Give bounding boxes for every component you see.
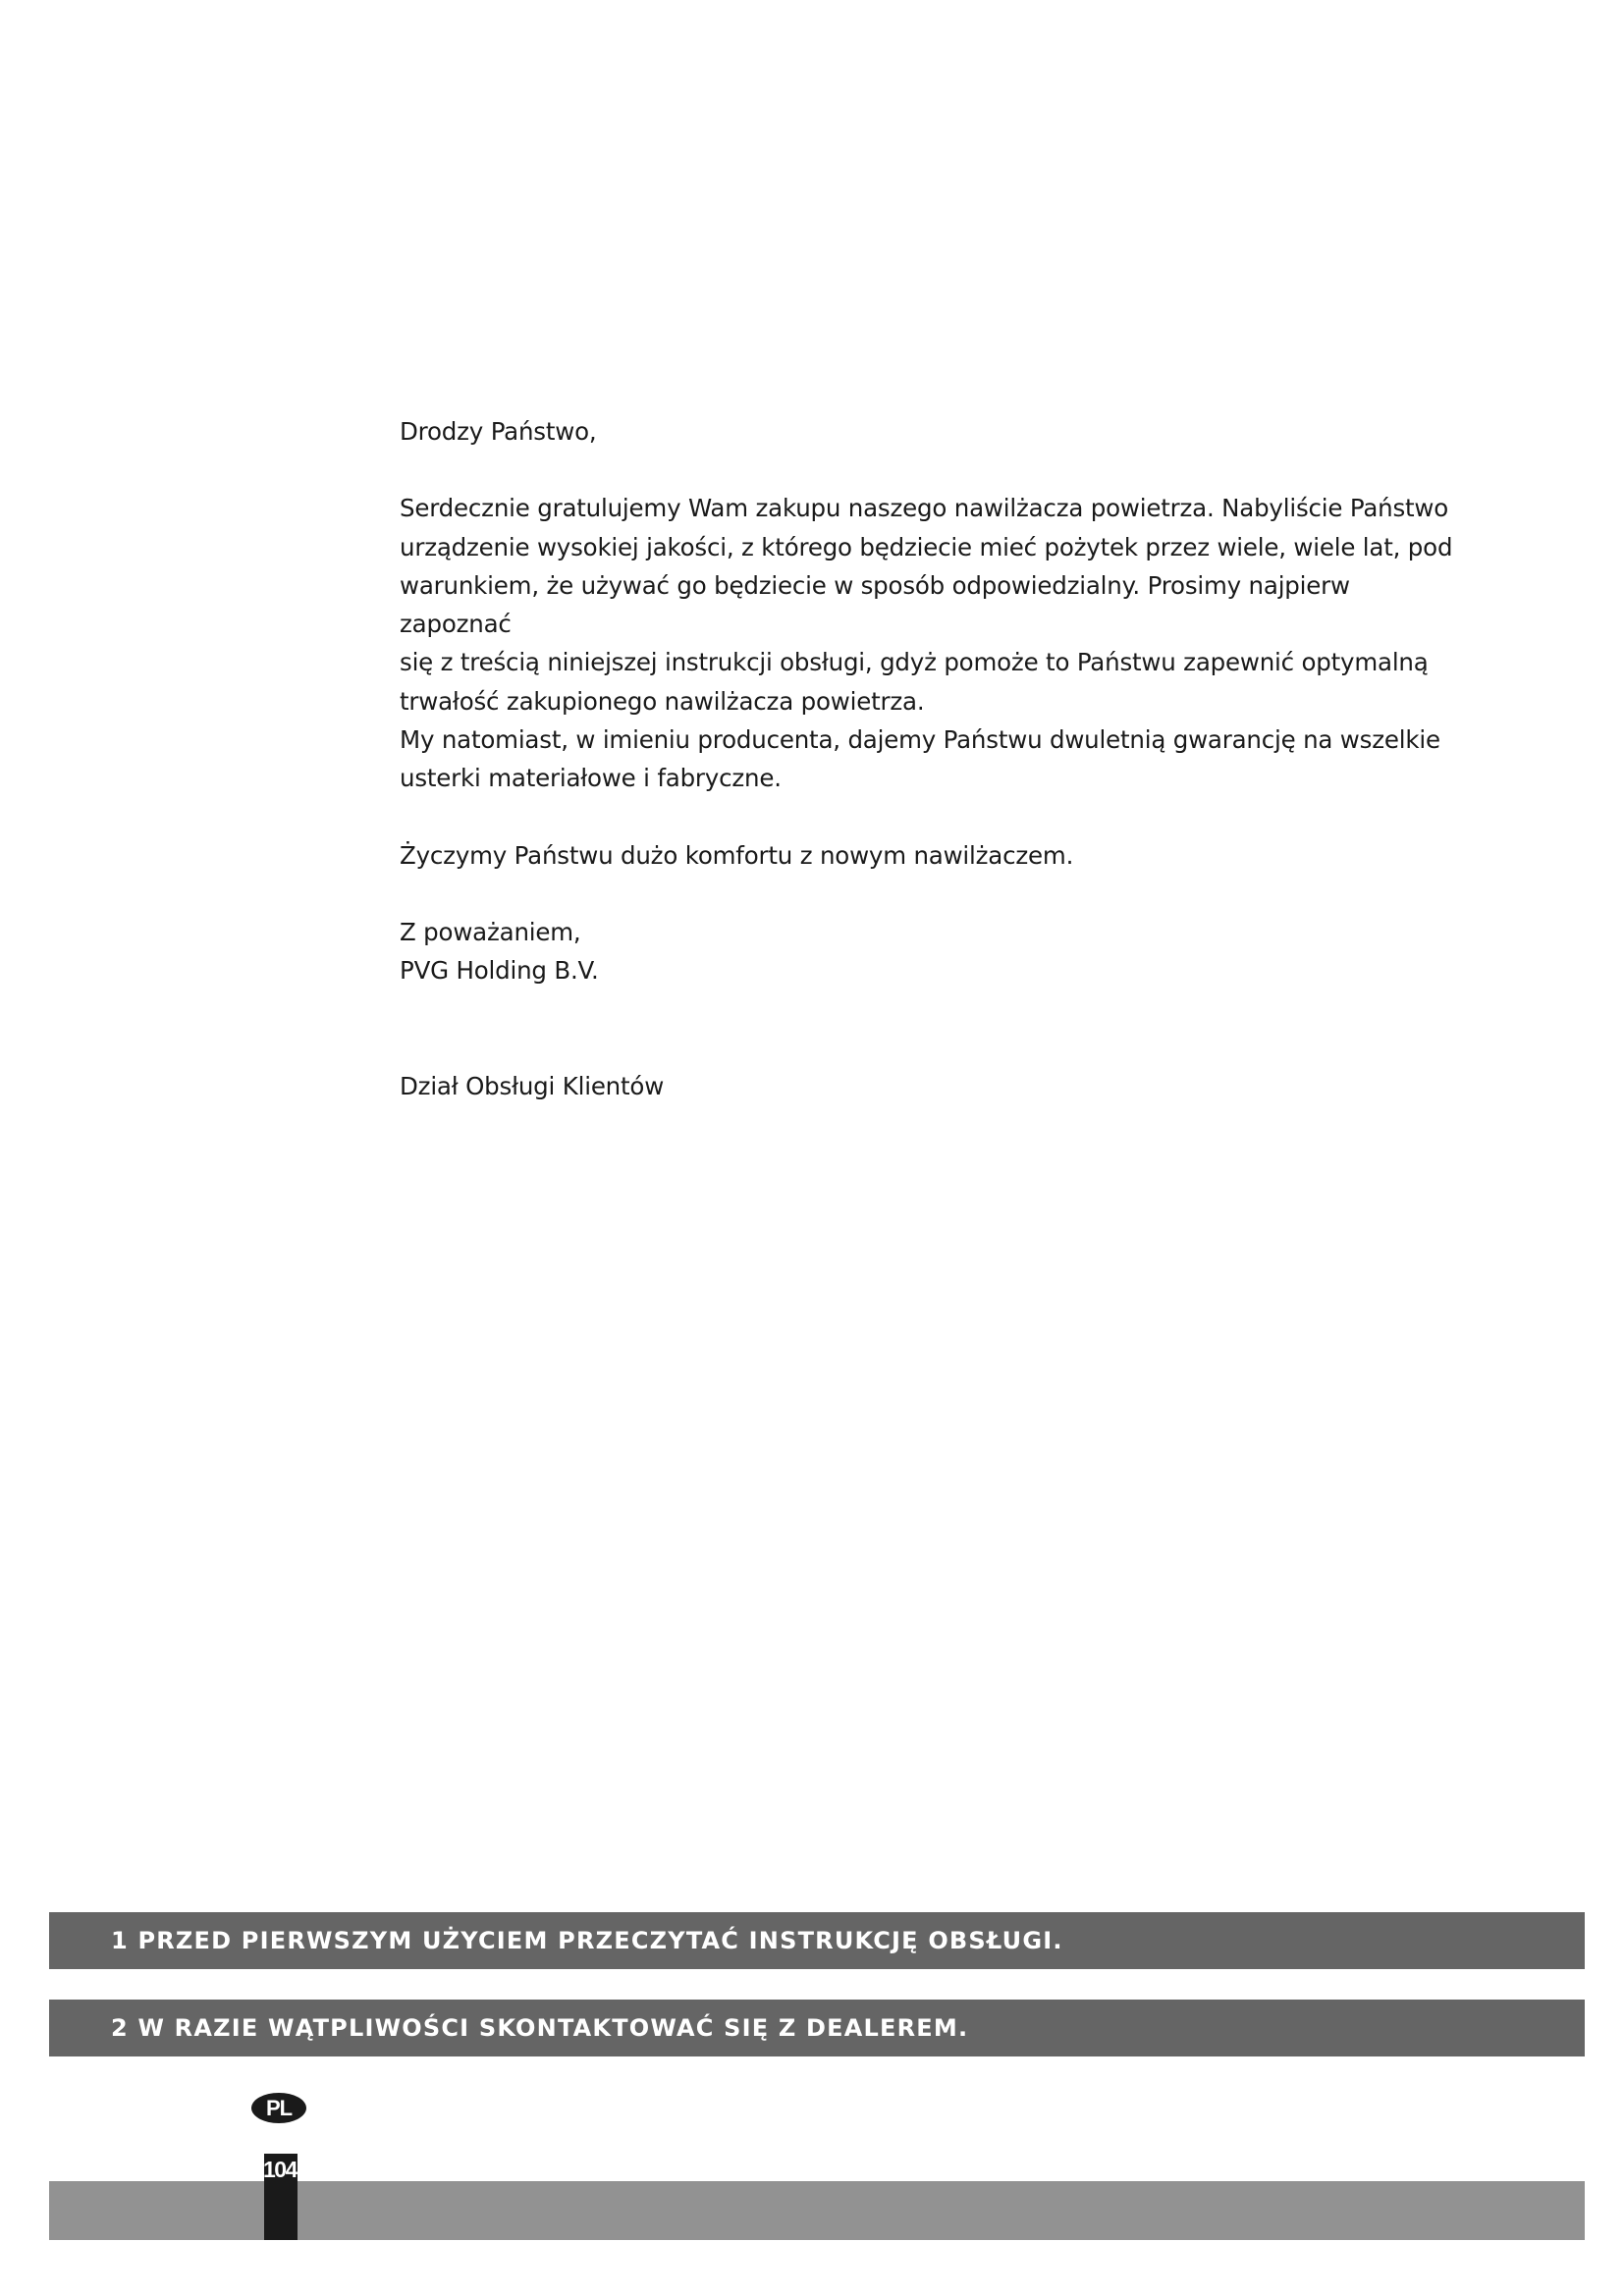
- body-line: usterki materiałowe i fabryczne.: [400, 764, 782, 793]
- instruction-banner-2: 2 W RAZIE WĄTPLIWOŚCI SKONTAKTOWAĆ SIĘ Z DEALEREM.: [49, 2000, 1585, 2056]
- body-line: trwałość zakupionego nawilżacza powietrza.: [400, 686, 925, 716]
- closing-line: Z poważaniem,: [400, 917, 581, 946]
- department-name: Dział Obsługi Klientów: [400, 1071, 665, 1100]
- instruction-banner-1: 1 PRZED PIERWSZYM UŻYCIEM PRZECZYTAĆ INSTRUKCJĘ OBSŁUGI.: [49, 1912, 1585, 1969]
- language-badge: PL: [251, 2093, 306, 2123]
- body-line: My natomiast, w imieniu producenta, dajemy Państwu dwuletnią gwarancję na wszelkie: [400, 725, 1440, 755]
- body-line: urządzenie wysokiej jakości, z którego będziecie mieć pożytek przez wiele, wiele lat, pod: [400, 532, 1453, 561]
- body-line: warunkiem, że używać go będziecie w sposób odpowiedzialny. Prosimy najpierw zapoznać: [400, 570, 1350, 639]
- body-line: Serdecznie gratulujemy Wam zakupu naszego nawilżacza powietrza. Nabyliście Państwo: [400, 494, 1449, 523]
- body-line: się z treścią niniejszej instrukcji obsługi, gdyż pomoże to Państwu zapewnić optymalną: [400, 648, 1429, 677]
- wish-line: Życzymy Państwu dużo komfortu z nowym nawilżaczem.: [400, 840, 1074, 870]
- letter-body: [400, 412, 1460, 1105]
- page-number: 104: [263, 2157, 297, 2182]
- salutation: Drodzy Państwo,: [400, 417, 597, 446]
- company-name: PVG Holding B.V.: [400, 956, 599, 986]
